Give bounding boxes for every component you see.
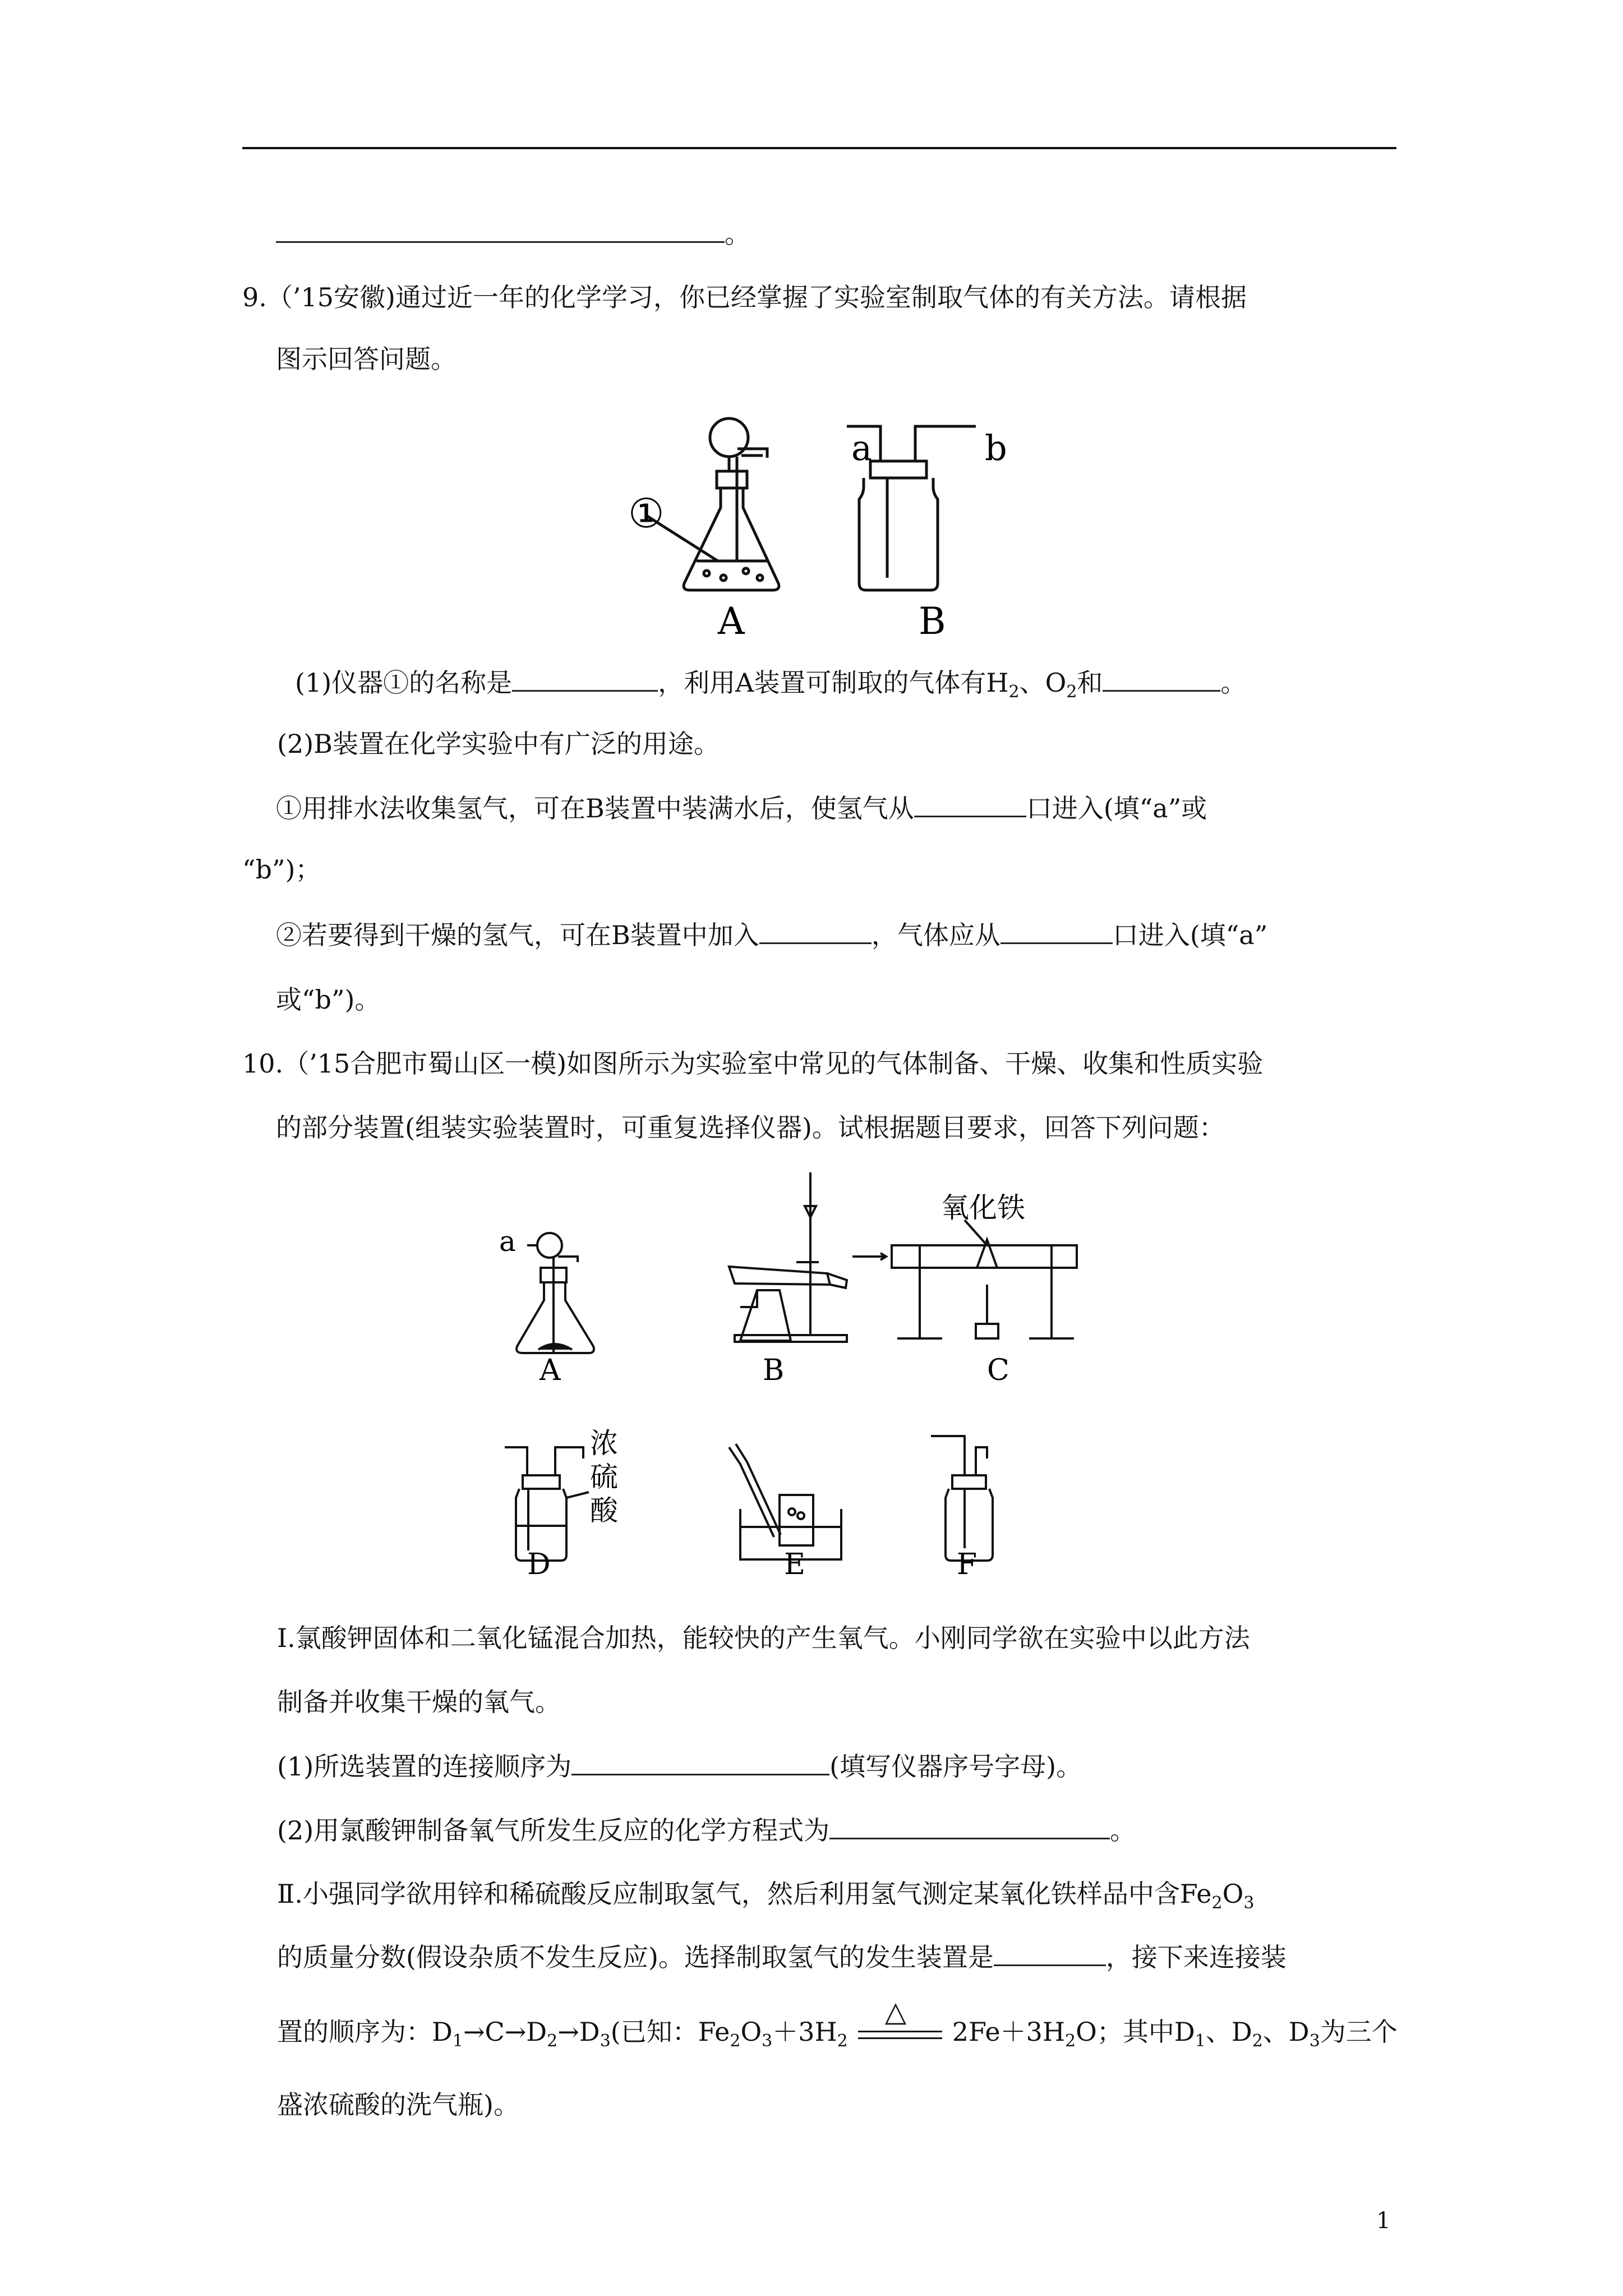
period: 。	[725, 219, 750, 249]
q9-header-cont: 图示回答问题。	[276, 344, 457, 374]
text: →D	[557, 2017, 600, 2047]
answer-blank[interactable]	[759, 918, 872, 944]
q9-part2-2-cont: 或“b”)。	[276, 984, 381, 1015]
subscript: 3	[762, 2031, 773, 2051]
answer-blank[interactable]	[512, 665, 658, 692]
reduction-tube-C	[852, 1220, 1077, 1338]
q10-header: 10.（’15合肥市蜀山区一模)如图所示为实验室中常见的气体制备、干燥、收集和性质实验	[242, 1048, 1264, 1079]
text: (1)所选装置的连接顺序为	[277, 1751, 572, 1782]
text: (填写仪器序号字母)。	[829, 1751, 1082, 1782]
answer-blank[interactable]	[994, 1940, 1106, 1966]
q10-part2-cont	[277, 1940, 1287, 1974]
subscript: 2	[1066, 682, 1077, 702]
text: 口进入(填“a”	[1112, 920, 1268, 950]
q10-part2-end: 盛浓硫酸的洗气瓶)。	[277, 2090, 519, 2120]
heat-symbol: △	[884, 1995, 907, 2028]
q10-part1-q1	[277, 1749, 1082, 1783]
subscript: 2	[547, 2031, 558, 2051]
answer-blank[interactable]	[571, 1749, 829, 1775]
label-A: A	[540, 1354, 561, 1387]
answer-line-top	[276, 217, 750, 251]
text: (1)仪器①的名称是	[295, 668, 513, 698]
reaction-condition	[858, 1995, 942, 2051]
label-iron-oxide: 氧化铁	[941, 1191, 1025, 1224]
subscript: 2	[1008, 682, 1020, 702]
equals-bar-top	[858, 2031, 942, 2032]
subscript: 1	[1195, 2031, 1206, 2051]
text: 2Fe＋3H	[952, 2017, 1066, 2047]
text: ，接下来连接装	[1105, 1942, 1287, 1972]
collection-bottle-F	[931, 1436, 993, 1561]
text: ②若要得到干燥的氢气，可在B装置中加入	[276, 920, 759, 950]
subscript: 3	[1243, 1893, 1255, 1913]
answer-blank[interactable]	[914, 791, 1026, 817]
q10-part1-cont: 制备并收集干燥的氧气。	[277, 1687, 561, 1717]
text: 为三个	[1320, 2017, 1398, 2047]
label-E: E	[784, 1548, 805, 1576]
label-C: C	[987, 1354, 1009, 1387]
q10-part2-sequence	[277, 1995, 1398, 2058]
water-trough-E	[729, 1444, 841, 1559]
text: ＋3H	[772, 2017, 837, 2047]
text: 、D	[1205, 2017, 1252, 2047]
text: ①用排水法收集氢气，可在B装置中装满水后，使氢气从	[276, 793, 914, 823]
equals-bar-bottom	[858, 2037, 942, 2039]
subscript: 3	[1309, 2031, 1320, 2051]
text: →C→D	[463, 2017, 547, 2047]
q9-header: 9.（’15安徽)通过近一年的化学学习，你已经掌握了实验室制取气体的有关方法。请根据	[242, 282, 1247, 312]
label-B: B	[763, 1354, 785, 1387]
text: O；其中D	[1076, 2017, 1195, 2047]
subscript: 2	[730, 2031, 741, 2051]
text: 。	[1110, 1815, 1136, 1846]
q9-part2-2	[276, 918, 1267, 952]
text: Ⅱ.小强同学欲用锌和稀硫酸反应制取氢气，然后利用氢气测定某氧化铁样品中含Fe	[277, 1879, 1212, 1909]
text: 的质量分数(假设杂质不发生反应)。选择制取氢气的发生装置是	[277, 1942, 994, 1972]
subscript: 2	[1252, 2031, 1263, 2051]
q10-part1: Ⅰ.氯酸钾固体和二氧化锰混合加热，能较快的产生氧气。小刚同学欲在实验中以此方法	[277, 1623, 1250, 1653]
q9-figure	[628, 393, 1032, 639]
header-rule	[242, 147, 1396, 149]
heating-apparatus-B	[729, 1172, 847, 1342]
label-a: a	[499, 1225, 516, 1258]
q9-part1	[295, 665, 1246, 709]
text: 和	[1077, 668, 1103, 698]
conical-flask-A	[647, 418, 779, 590]
label-a: a	[851, 427, 872, 468]
text: (2)用氯酸钾制备氧气所发生反应的化学方程式为	[277, 1815, 830, 1846]
subscript: 2	[1211, 1893, 1223, 1913]
label-circle-1: ①	[628, 490, 665, 537]
label-acid: 酸	[590, 1494, 618, 1527]
q9-part2: (2)B装置在化学实验中有广泛的用途。	[277, 729, 720, 759]
text: O	[740, 2017, 762, 2047]
text: O	[1222, 1879, 1244, 1909]
text: 置的顺序为：D	[277, 2017, 453, 2047]
answer-blank[interactable]	[1000, 918, 1113, 944]
q10-part1-q2	[277, 1813, 1136, 1847]
label-D: D	[527, 1548, 551, 1576]
subscript: 1	[452, 2031, 463, 2051]
q10-header-cont: 的部分装置(组装实验装置时，可重复选择仪器)。试根据题目要求，回答下列问题：	[276, 1112, 1225, 1143]
label-conc: 浓	[590, 1427, 618, 1460]
text: 口进入(填“a”或	[1026, 793, 1207, 823]
wash-bottle-D	[505, 1447, 589, 1561]
text: 、O	[1019, 668, 1067, 698]
label-sulfuric: 硫	[590, 1461, 618, 1493]
text: 。	[1220, 668, 1247, 698]
subscript: 2	[837, 2031, 848, 2051]
generator-A	[517, 1233, 594, 1353]
q10-part2	[277, 1877, 1254, 1920]
answer-blank[interactable]	[276, 217, 725, 243]
text: (已知：Fe	[610, 2017, 730, 2047]
text: 、D	[1262, 2017, 1310, 2047]
answer-blank[interactable]	[829, 1813, 1110, 1839]
subscript: 2	[1065, 2031, 1076, 2051]
label-A: A	[718, 600, 745, 639]
text: ，气体应从	[871, 920, 1000, 950]
label-b: b	[985, 427, 1007, 468]
label-F: F	[957, 1548, 978, 1576]
subscript: 3	[600, 2031, 611, 2051]
q9-part2-1	[276, 791, 1207, 825]
q9-part2-1-cont: “b”)；	[242, 854, 321, 885]
label-B: B	[919, 600, 946, 639]
answer-blank[interactable]	[1103, 665, 1220, 692]
text: ，利用A装置可制取的气体有H	[658, 668, 1009, 698]
q10-figure	[494, 1172, 1133, 1576]
page-number: 1	[1376, 2208, 1391, 2234]
